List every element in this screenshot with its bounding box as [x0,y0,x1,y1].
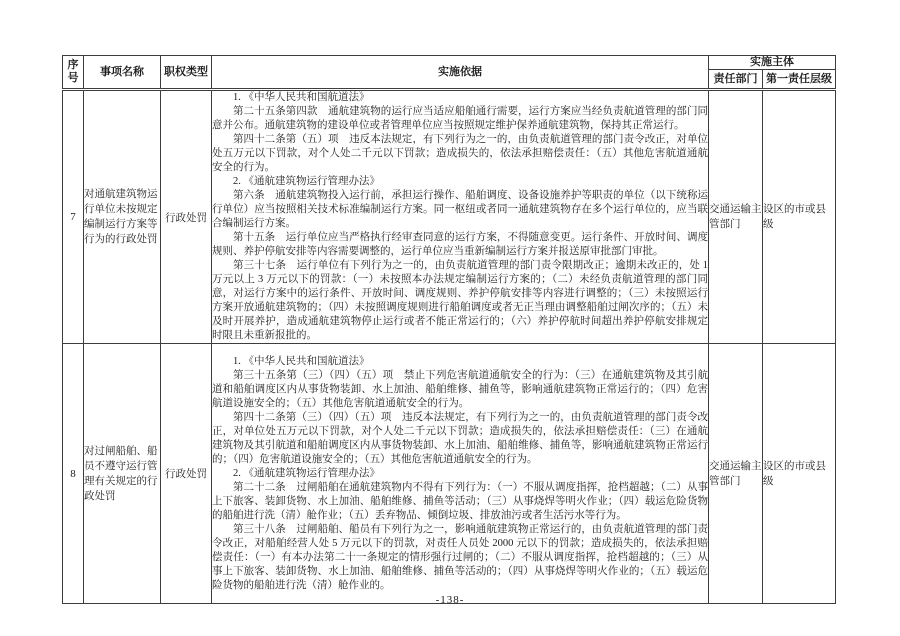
row7-basis-paragraph: 第四十二条第（五）项 违反本法规定，有下列行为之一的，由负责航道管理的部门责令改正，对单位处五万元以下罚款，对个人处二千元以下罚款；造成损失的，依法承担赔偿责任：（五）其他危害航道通航安全的行为。 [212,134,708,173]
row8-responsibility-level: 设区的市或县级 [763,344,836,604]
row7-responsible-department: 交通运输主管部门 [709,90,763,344]
header-implementation-subject: 实施主体 [709,56,836,70]
permissions-table [62,55,836,604]
row8-basis-paragraph: 第三十八条 过闸船舶、船员有下列行为之一，影响通航建筑物正常运行的，由负责航道管理的部门责令改正，对船舶经营人处 5 万元以下的罚款，对责任人员处 2000 元以下的罚款；造成损失的，依法承担赔偿责任：（一）有本办法第二十一条规定的情形强行过闸的；（二）不服从调度指挥，抢档超越的；（三）从事上下旅客、装卸货物、水上加油、船舶维修、捕鱼等活动的；（四）从事烧焊等明火作业的；（五）载运危险货物的船舶进行洗（清）舱作业的。 [212,523,708,591]
row7-authority-type: 行政处罚 [161,90,212,344]
table-row-8 [63,344,836,604]
row7-basis-paragraph: 第二十五条第四款 通航建筑物的运行应当适应船舶通行需要，运行方案应当经负责航道管理的部门同意并公布。通航建筑物的建设单位或者管理单位应当按照规定维护保养通航建筑物，保持其正常运行。 [212,106,708,131]
row7-implementation-basis [212,90,709,344]
row8-basis-paragraph: 2. 《通航建筑物运行管理办法》 [233,467,380,479]
row7-item-name: 对通航建筑物运行单位未按规定编制运行方案等行为的行政处罚 [84,90,161,344]
row7-basis-paragraph: 第六条 通航建筑物投入运行前，承担运行操作、船舶调度、设备设施养护等职责的单位（以下统称运行单位）应当按照相关技术标准编制运行方案。同一枢纽或者同一通航建筑物存在多个运行单位的，应当联合编制运行方案。 [212,190,708,229]
row8-seq: 8 [63,344,84,604]
row7-responsibility-level: 设区的市或县级 [763,90,836,344]
row7-basis-paragraph: 第十五条 运行单位应当严格执行经审查同意的运行方案，不得随意变更。运行条件、开放时间、调度规则、养护停航安排等内容需要调整的，运行单位应当重新编制运行方案并报送原审批部门审批。 [212,232,708,257]
row8-basis-paragraph: 第四十二条第（三）（四）（五）项 违反本法规定，有下列行为之一的，由负责航道管理的部门责令改正，对单位处五万元以下罚款，对个人处二千元以下罚款；造成损失的，依法承担赔偿责任：（三）在通航建筑物及其引航道和船舶调度区内从事货物装卸、水上加油、船舶维修、捕鱼等，影响通航建筑物正常运行的；（四）危害航道设施安全的；（五）其他危害航道通航安全的行为。 [212,411,708,465]
row7-basis-paragraph: 2. 《通航建筑物运行管理办法》 [233,176,380,187]
table-row-7 [63,90,836,344]
row8-authority-type: 行政处罚 [161,344,212,604]
row8-item-name: 对过闸船舶、船员不遵守运行管理有关规定的行政处罚 [84,344,161,604]
header-row-top [63,56,836,70]
row7-seq: 7 [63,90,84,344]
row8-responsible-department: 交通运输主管部门 [709,344,763,604]
header-first-responsibility-level: 第一责任层级 [763,70,836,90]
header-authority-type: 职权类型 [161,56,212,90]
header-item-name: 事项名称 [84,56,161,90]
page-number: -138- [435,594,465,606]
row7-basis-paragraph: 1. 《中华人民共和国航道法》 [233,92,370,103]
row8-basis-paragraph: 1. 《中华人民共和国航道法》 [233,355,370,367]
header-responsible-department: 责任部门 [709,70,763,90]
row7-basis-paragraph: 第三十七条 运行单位有下列行为之一的，由负责航道管理的部门责令限期改正；逾期未改正的，处 1 万元以上 3 万元以下的罚款：（一）未按照本办法规定编制运行方案的；（二）未经负责航道管理的部门同意，对运行方案中的运行条件、开放时间、调度规则、养护停航安排等内容进行调整的；（三）未按照运行方案开放通航建筑物的；（四）未按照调度规则进行船舶调度或者无正当理由调整船舶过闸次序的；（五）未及时开展养护，造成通航建筑物停止运行或者不能正常运行的；（六）养护停航时间超出养护停航安排规定时限且未重新报批的。 [212,260,708,341]
row8-implementation-basis [212,344,709,604]
row8-basis-paragraph: 第三十五条第（三）（四）（五）项 禁止下列危害航道通航安全的行为：（三）在通航建筑物及其引航道和船舶调度区内从事货物装卸、水上加油、船舶维修、捕鱼等，影响通航建筑物正常运行的；（四）危害航道设施安全的；（五）其他危害航道通航安全的行为。 [212,369,708,409]
header-implementation-basis: 实施依据 [212,56,709,90]
row8-basis-paragraph: 第二十二条 过闸船舶在通航建筑物内不得有下列行为：（一）不服从调度指挥，抢档超越；（二）从事上下旅客、装卸货物、水上加油、船舶维修、捕鱼等活动；（三）从事烧焊等明火作业；（四）载运危险货物的船舶进行洗（清）舱作业；（五）丢弃物品、倾倒垃圾、排放油污或者生活污水等行为。 [212,481,708,521]
header-seq: 序号 [63,56,84,90]
